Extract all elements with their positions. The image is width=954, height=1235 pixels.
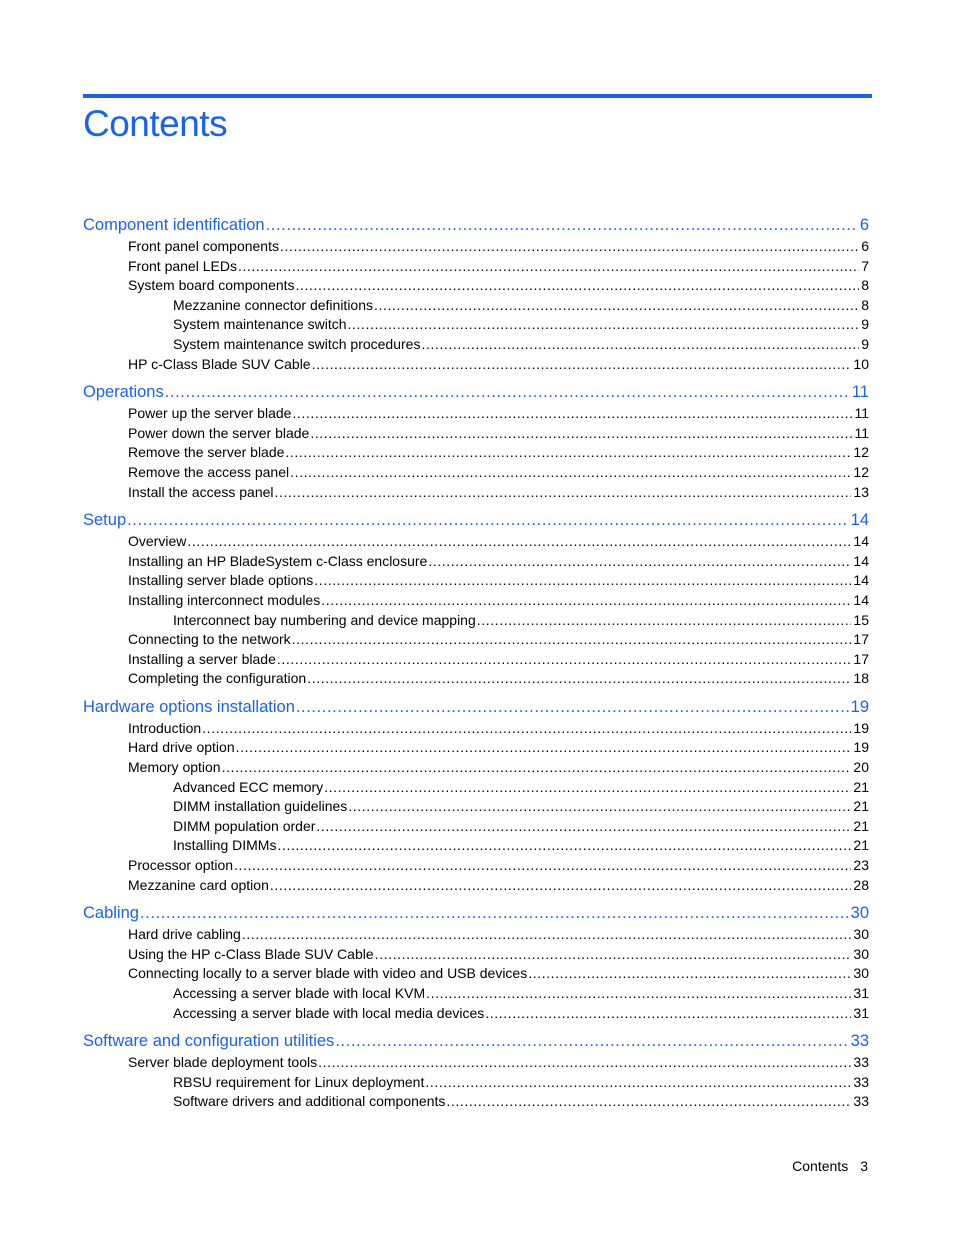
toc-dot-leader <box>222 758 852 778</box>
toc-subsection-link[interactable] <box>83 315 869 335</box>
toc-chapter-link[interactable] <box>83 214 869 237</box>
toc-section-link[interactable] <box>83 237 869 257</box>
toc-dot-leader <box>165 381 850 404</box>
toc-dot-leader <box>477 611 852 631</box>
toc-entry-label: Interconnect bay numbering and device mapping <box>173 611 476 628</box>
toc-subsection-link[interactable] <box>83 984 869 1004</box>
toc-page-number: 6 <box>859 216 869 234</box>
toc-page-number: 11 <box>851 383 869 402</box>
toc-entry-label: Memory option <box>128 759 221 776</box>
toc-page-number: 30 <box>853 965 869 982</box>
toc-dot-leader <box>236 738 852 758</box>
toc-page-number: 9 <box>861 316 869 333</box>
toc-dot-leader <box>277 650 852 670</box>
toc-dot-leader <box>127 509 849 532</box>
toc-section-link[interactable] <box>83 669 869 689</box>
toc-entry-label: Power up the server blade <box>128 405 292 422</box>
toc-page-number: 21 <box>853 837 869 854</box>
toc-page-number: 30 <box>850 904 869 923</box>
toc-page-number: 19 <box>850 697 869 716</box>
toc-subsection-link[interactable] <box>83 1092 869 1112</box>
toc-subsection-link[interactable] <box>83 1004 869 1024</box>
toc-page-number: 8 <box>861 277 869 294</box>
toc-dot-leader <box>275 483 852 503</box>
toc-entry-label: Completing the configuration <box>128 670 307 687</box>
toc-page-number: 33 <box>853 1073 869 1090</box>
toc-dot-leader <box>425 1073 851 1093</box>
toc-entry-label: Software drivers and additional components <box>173 1093 446 1110</box>
footer-section-label: Contents <box>792 1158 849 1174</box>
toc-dot-leader <box>316 817 851 837</box>
toc-page-number: 33 <box>850 1032 869 1051</box>
toc-dot-leader <box>428 552 851 572</box>
toc-dot-leader <box>140 902 849 925</box>
toc-page-number: 19 <box>853 739 869 756</box>
toc-page-number: 6 <box>861 238 869 254</box>
toc-entry-label: Advanced ECC memory <box>173 778 324 795</box>
toc-dot-leader <box>314 571 851 591</box>
toc-section-link[interactable] <box>83 483 869 503</box>
toc-section-link[interactable] <box>83 404 869 424</box>
toc-dot-leader <box>296 276 860 296</box>
toc-section-link[interactable] <box>83 1053 869 1073</box>
toc-page-number: 30 <box>853 926 869 943</box>
page-footer <box>792 1158 868 1174</box>
toc-entry-label: Front panel LEDs <box>128 257 237 274</box>
table-of-contents <box>83 214 869 1112</box>
toc-page-number: 12 <box>853 444 869 461</box>
toc-dot-leader <box>446 1092 851 1112</box>
toc-chapter-link[interactable] <box>83 1030 869 1053</box>
toc-entry-label: Using the HP c-Class Blade SUV Cable <box>128 945 374 962</box>
toc-section-link[interactable] <box>83 532 869 552</box>
toc-page-number: 10 <box>853 355 869 372</box>
toc-page-number: 14 <box>850 511 869 530</box>
toc-entry-label: System maintenance switch procedures <box>173 335 421 352</box>
toc-chapter-link[interactable] <box>83 509 869 532</box>
toc-dot-leader <box>335 1030 848 1053</box>
toc-entry-label: System maintenance switch <box>173 316 347 333</box>
toc-dot-leader <box>202 719 851 739</box>
toc-entry-label: Remove the server blade <box>128 444 285 461</box>
toc-entry-label: Connecting locally to a server blade with video and USB devices <box>128 965 528 982</box>
toc-entry-label: HP c-Class Blade SUV Cable <box>128 355 311 372</box>
toc-section-link[interactable] <box>83 964 869 984</box>
toc-entry-label: Power down the server blade <box>128 424 310 441</box>
toc-page-number: 31 <box>853 1004 869 1021</box>
toc-entry-label: Front panel components <box>128 238 279 254</box>
toc-section-link[interactable] <box>83 630 869 650</box>
toc-page-number: 33 <box>853 1054 869 1071</box>
toc-subsection-link[interactable] <box>83 335 869 355</box>
toc-dot-leader <box>374 296 859 316</box>
toc-entry-label: Introduction <box>128 719 202 736</box>
toc-dot-leader <box>242 925 852 945</box>
toc-entry-label: Installing DIMMs <box>173 837 277 854</box>
toc-section-link[interactable] <box>83 443 869 463</box>
toc-dot-leader <box>348 315 860 335</box>
toc-entry-label: Remove the access panel <box>128 463 290 480</box>
toc-section-link[interactable] <box>83 276 869 296</box>
toc-chapter-link[interactable] <box>83 902 869 925</box>
toc-dot-leader <box>238 257 859 277</box>
toc-entry-label: Operations <box>83 383 164 402</box>
toc-dot-leader <box>318 1053 851 1073</box>
toc-section-link[interactable] <box>83 355 869 375</box>
toc-entry-label: Hardware options installation <box>83 697 295 716</box>
toc-subsection-link[interactable] <box>83 797 869 817</box>
toc-page-number: 23 <box>853 857 869 874</box>
toc-dot-leader <box>375 945 852 965</box>
toc-section-link[interactable] <box>83 463 869 483</box>
toc-entry-label: Server blade deployment tools <box>128 1054 318 1071</box>
toc-entry-label: Installing server blade options <box>128 572 314 589</box>
toc-entry-label: Cabling <box>83 904 139 923</box>
toc-dot-leader <box>312 355 852 375</box>
toc-dot-leader <box>528 964 851 984</box>
toc-page-number: 11 <box>854 405 869 422</box>
toc-dot-leader <box>234 856 851 876</box>
toc-dot-leader <box>285 443 851 463</box>
toc-page-number: 28 <box>853 876 869 893</box>
toc-entry-label: Installing a server blade <box>128 650 276 667</box>
toc-dot-leader <box>270 876 852 896</box>
footer-page-number: 3 <box>860 1158 868 1174</box>
toc-dot-leader <box>277 836 851 856</box>
toc-dot-leader <box>307 669 851 689</box>
toc-section-link[interactable] <box>83 925 869 945</box>
toc-section-link[interactable] <box>83 552 869 572</box>
page-title: Contents <box>83 103 228 144</box>
toc-entry-label: RBSU requirement for Linux deployment <box>173 1073 425 1090</box>
toc-page-number: 11 <box>854 424 869 441</box>
toc-page-number: 17 <box>853 650 869 667</box>
toc-entry-label: Mezzanine connector definitions <box>173 296 374 313</box>
toc-section-link[interactable] <box>83 945 869 965</box>
toc-subsection-link[interactable] <box>83 817 869 837</box>
toc-dot-leader <box>292 630 852 650</box>
toc-dot-leader <box>348 797 851 817</box>
toc-page-number: 8 <box>861 296 869 313</box>
toc-dot-leader <box>266 214 858 237</box>
toc-section-link[interactable] <box>83 650 869 670</box>
toc-section-link[interactable] <box>83 758 869 778</box>
toc-page-number: 21 <box>853 798 869 815</box>
toc-entry-label: DIMM population order <box>173 817 316 834</box>
toc-page-number: 9 <box>861 335 869 352</box>
toc-section-link[interactable] <box>83 738 869 758</box>
toc-entry-label: Connecting to the network <box>128 631 291 648</box>
toc-entry-label: DIMM installation guidelines <box>173 798 348 815</box>
toc-entry-label: Mezzanine card option <box>128 876 269 893</box>
toc-page-number: 17 <box>853 631 869 648</box>
toc-page-number: 30 <box>853 945 869 962</box>
toc-page-number: 14 <box>853 591 869 608</box>
toc-dot-leader <box>187 532 851 552</box>
toc-entry-label: System board components <box>128 277 295 294</box>
toc-page-number: 33 <box>853 1093 869 1110</box>
toc-entry-label: Install the access panel <box>128 483 274 500</box>
toc-page-number: 21 <box>853 778 869 795</box>
toc-dot-leader <box>321 591 851 611</box>
toc-dot-leader <box>292 404 852 424</box>
toc-subsection-link[interactable] <box>83 611 869 631</box>
toc-page-number: 20 <box>853 759 869 776</box>
toc-section-link[interactable] <box>83 876 869 896</box>
toc-dot-leader <box>324 778 851 798</box>
toc-page-number: 12 <box>853 463 869 480</box>
toc-page-number: 7 <box>861 257 869 274</box>
toc-section-link[interactable] <box>83 719 869 739</box>
toc-chapter-link[interactable] <box>83 696 869 719</box>
toc-page-number: 18 <box>853 670 869 687</box>
toc-dot-leader <box>426 984 851 1004</box>
toc-section-link[interactable] <box>83 424 869 444</box>
toc-dot-leader <box>310 424 852 444</box>
toc-chapter-link[interactable] <box>83 381 869 404</box>
toc-entry-label: Software and configuration utilities <box>83 1032 335 1051</box>
toc-dot-leader <box>485 1004 851 1024</box>
toc-page-number: 15 <box>853 611 869 628</box>
toc-entry-label: Component identification <box>83 216 265 234</box>
toc-entry-label: Overview <box>128 533 187 550</box>
toc-entry-label: Hard drive cabling <box>128 926 241 943</box>
toc-section-link[interactable] <box>83 591 869 611</box>
toc-page-number: 13 <box>853 483 869 500</box>
toc-page-number: 31 <box>853 985 869 1001</box>
toc-entry-label: Accessing a server blade with local KVM <box>173 985 426 1001</box>
toc-entry-label: Installing interconnect modules <box>128 591 321 608</box>
toc-subsection-link[interactable] <box>83 836 869 856</box>
toc-dot-leader <box>290 463 851 483</box>
toc-section-link[interactable] <box>83 856 869 876</box>
toc-subsection-link[interactable] <box>83 296 869 316</box>
toc-subsection-link[interactable] <box>83 1073 869 1093</box>
toc-section-link[interactable] <box>83 257 869 277</box>
toc-page-number: 14 <box>853 572 869 589</box>
toc-page-number: 14 <box>853 533 869 550</box>
toc-section-link[interactable] <box>83 571 869 591</box>
toc-dot-leader <box>296 696 849 719</box>
toc-page-number: 21 <box>853 817 869 834</box>
title-rule <box>83 94 872 98</box>
toc-entry-label: Installing an HP BladeSystem c-Class enclosure <box>128 552 428 569</box>
toc-entry-label: Accessing a server blade with local media devices <box>173 1004 485 1021</box>
toc-page-number: 19 <box>853 719 869 736</box>
toc-dot-leader <box>280 237 859 257</box>
toc-subsection-link[interactable] <box>83 778 869 798</box>
toc-entry-label: Setup <box>83 511 127 530</box>
toc-entry-label: Hard drive option <box>128 739 235 756</box>
toc-dot-leader <box>421 335 859 355</box>
toc-page-number: 14 <box>853 552 869 569</box>
toc-entry-label: Processor option <box>128 857 234 874</box>
